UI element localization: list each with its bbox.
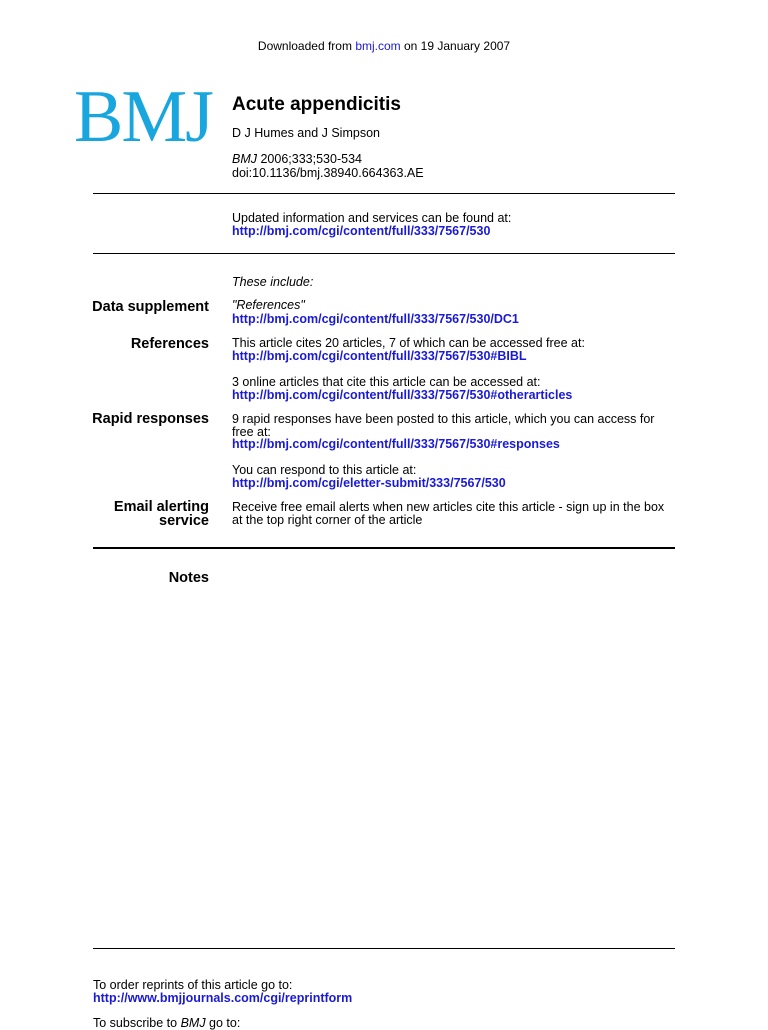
subscribe-suffix: go to: — [209, 1016, 241, 1030]
these-include: These include: — [232, 275, 314, 289]
download-prefix: Downloaded from — [257, 39, 352, 53]
citing-articles-text: 3 online articles that cite this article can be accessed at: — [232, 375, 541, 389]
references-link[interactable]: http://bmj.com/cgi/content/full/333/7567/530#BIBL — [232, 349, 527, 363]
email-alerting-text: Receive free email alerts when new articles cite this article - sign up in the box at the top right corner of the article — [232, 500, 665, 527]
references-label: References — [130, 336, 209, 352]
rapid-responses-label: Rapid responses — [92, 411, 209, 427]
respond-link[interactable]: http://bmj.com/cgi/eletter-submit/333/7567/530 — [232, 476, 506, 490]
email-alerting-label-line2: service — [159, 513, 209, 529]
citation-volume: 2006;333;530-534 — [260, 152, 362, 166]
data-supplement-label: Data supplement — [92, 299, 209, 315]
journal-name: BMJ — [232, 152, 257, 166]
references-text: This article cites 20 articles, 7 of which can be accessed free at: — [232, 336, 585, 350]
divider-top — [93, 193, 675, 194]
citing-articles-link[interactable]: http://bmj.com/cgi/content/full/333/7567/530#otherarticles — [232, 388, 573, 402]
subscribe-prefix: To subscribe to — [93, 1016, 178, 1030]
email-alerting-label — [114, 500, 209, 528]
subscribe-journal: BMJ — [180, 1016, 206, 1030]
data-supplement-text: "References" — [232, 298, 305, 312]
rapid-responses-link[interactable]: http://bmj.com/cgi/content/full/333/7567/530#responses — [232, 437, 560, 451]
article-authors: D J Humes and J Simpson — [232, 126, 380, 140]
bmj-link[interactable]: bmj.com — [355, 39, 401, 53]
reprints-link[interactable]: http://www.bmjjournals.com/cgi/reprintform — [93, 991, 353, 1005]
reprints-text: To order reprints of this article go to: — [93, 978, 293, 992]
email-alerting-label-line1: Email alerting — [113, 499, 209, 515]
download-notice — [0, 39, 768, 53]
updated-info-text: Updated information and services can be found at: — [232, 211, 512, 225]
rapid-responses-text: 9 rapid responses have been posted to this article, which you can access for free at: — [232, 412, 655, 439]
article-doi: doi:10.1136/bmj.38940.664363.AE — [232, 166, 424, 180]
updated-info-link[interactable]: http://bmj.com/cgi/content/full/333/7567/530 — [232, 224, 491, 238]
article-citation — [232, 152, 362, 166]
bmj-logo: BMJ — [74, 76, 212, 158]
divider-bottom — [93, 547, 675, 549]
download-date: on 19 January 2007 — [404, 39, 511, 53]
respond-text: You can respond to this article at: — [232, 463, 417, 477]
notes-label: Notes — [168, 570, 209, 586]
data-supplement-link[interactable]: http://bmj.com/cgi/content/full/333/7567/530/DC1 — [232, 312, 519, 326]
divider-mid — [93, 253, 675, 254]
article-title: Acute appendicitis — [232, 94, 401, 115]
divider-footer — [93, 948, 675, 949]
